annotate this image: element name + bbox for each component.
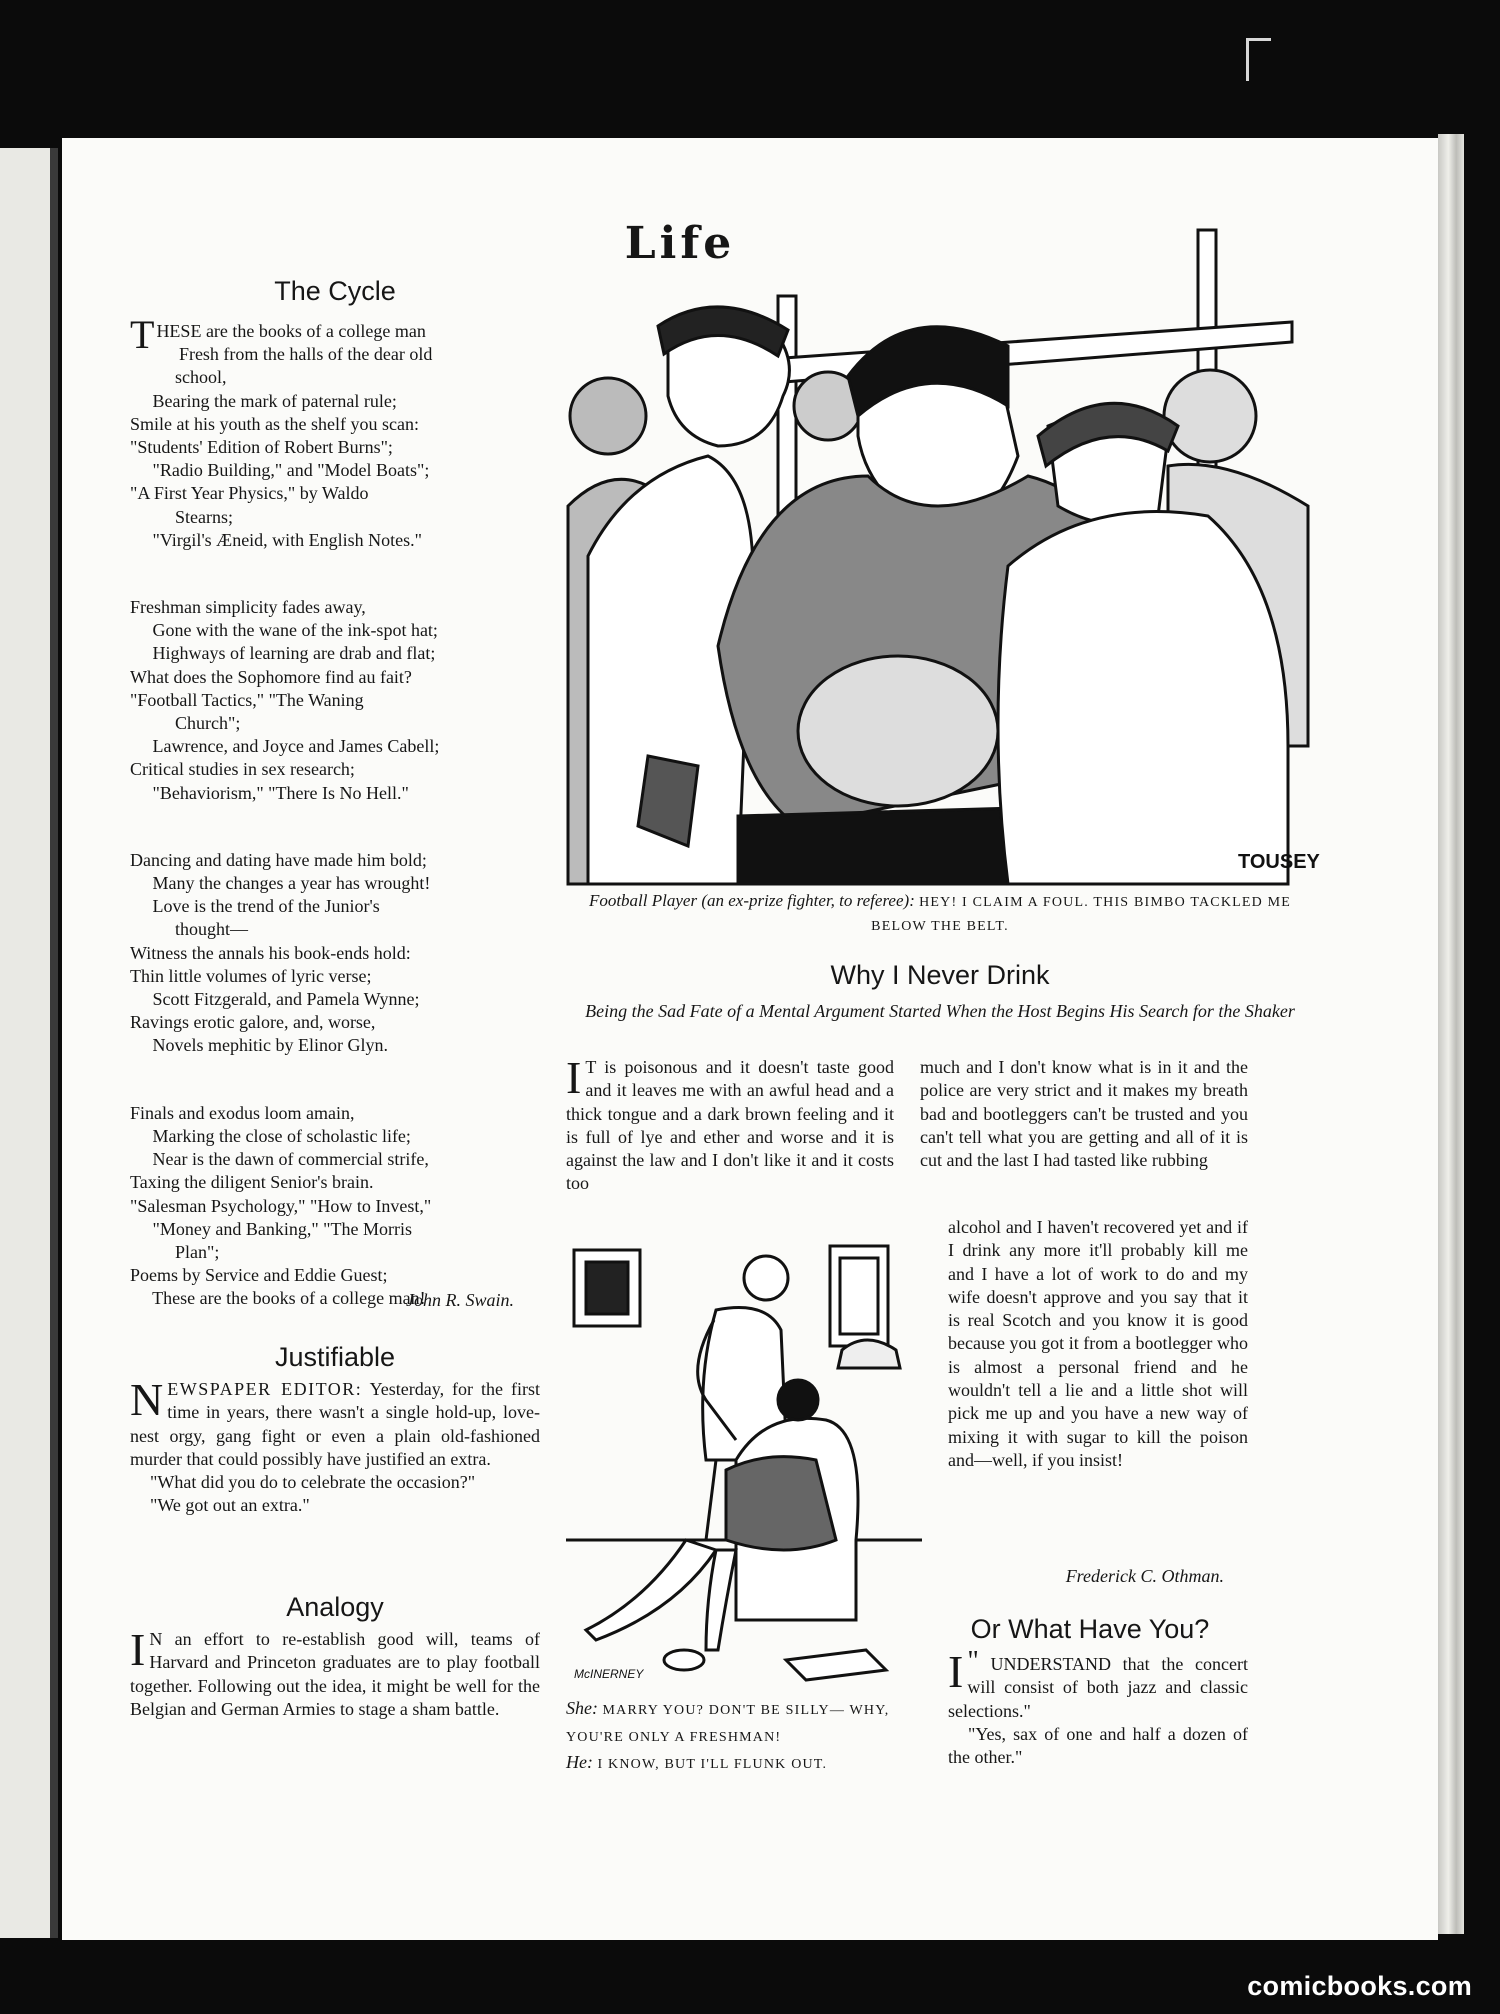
paragraph: T is poisonous and it doesn't taste good and it leaves me with an awful head and a thick tongue and a dark brown feeling and it is full of lye and ether and worse and it is against the law and I don't like it and it costs too <box>566 1057 894 1194</box>
football-caption <box>570 890 1310 938</box>
stanza-3: Dancing and dating have made him bold; Many the changes a year has wrought! Love is the trend of the Junior's thought— Witness the annals his book-ends hold: Thin little volumes of lyric verse; Scott Fitzgerald, and Pamela Wynne; Ravings erotic galore, and, worse, Novels mephitic by Elinor Glyn. <box>130 849 431 1056</box>
paragraph: N an effort to re-establish good will, teams of Harvard and Princeton graduates are to play football together. Following out the idea, it might be well for the Belgian and German Armies to stage a sham battle. <box>130 1629 540 1719</box>
dropcap: I <box>566 1052 582 1103</box>
drink-title: Why I Never Drink <box>830 960 1050 990</box>
what-have-you-body <box>948 1646 1248 1769</box>
stanza-1-text: HESE are the books of a college man Fresh from the halls of the dear old school, Bearing the mark of paternal rule; Smile at his youth as the shelf you scan: "Students' Edition of Robert Burns"; "Radio Building," and "Model Boats"; "A First Year Physics," by Waldo Stearns; "Virgil's Æneid, with English Notes." <box>130 321 433 550</box>
analogy-title: Analogy <box>286 1592 384 1622</box>
cycle-poem <box>130 312 542 1311</box>
caption-quote: HEY! I CLAIM A FOUL. THIS BIMBO TACKLED ME BELOW THE BELT. <box>871 895 1292 934</box>
answer: "We got out an extra." <box>150 1495 310 1516</box>
stanza-4: Finals and exodus loom amain, Marking the close of scholastic life; Near is the dawn of commercial strife, Taxing the diligent Senior's brain. "Salesman Psychology," "How to Invest," "Money and Banking," "The Morris Plan"; Poems by Service and Eddie Guest; These are the books of a college man! <box>130 1102 432 1309</box>
reply: "Yes, sax of one and half a dozen of the other." <box>948 1723 1248 1768</box>
she-line: MARRY YOU? DON'T BE SILLY— WHY, YOU'RE ONLY A FRESHMAN! <box>566 1703 890 1745</box>
justifiable-body <box>130 1374 540 1518</box>
binding-shadow <box>50 148 58 1938</box>
football-cartoon <box>568 226 1320 884</box>
cycle-title: The Cycle <box>274 276 396 306</box>
justifiable-title: Justifiable <box>274 1342 396 1372</box>
caption-she <box>566 1696 926 1750</box>
couple-cartoon <box>566 1240 922 1688</box>
page-stack-edge <box>1438 134 1464 1934</box>
drink-column-1 <box>566 1052 894 1196</box>
she-label: She: <box>566 1698 598 1718</box>
football-illustration <box>568 226 1320 884</box>
what-have-you-title: Or What Have You? <box>970 1614 1210 1644</box>
open-quote: " <box>967 1646 979 1677</box>
question: "What did you do to celebrate the occasion?" <box>150 1472 476 1493</box>
paragraph: UNDERSTAND that the concert will consist of both jazz and classic selections." <box>948 1654 1248 1721</box>
couple-signature: McINERNEY <box>574 1667 644 1681</box>
couple-illustration <box>566 1240 922 1688</box>
drink-column-2-bottom: alcohol and I haven't recovered yet and if I drink any more it'll probably kill me and I have a lot of work to do and my wife doesn't approve and you say that it is real Scotch and you know it is good because you got it from a bootlegger who is almost a personal friend and he wouldn't tell a lie and a little shot will pick me up and you have a new way of mixing it with sugar to kill the poison and—well, if you insist! <box>948 1217 1248 1470</box>
stanza-1 <box>130 312 542 552</box>
football-signature: TOUSEY <box>1238 851 1320 873</box>
left-page-edge <box>0 148 54 1938</box>
dropcap: I <box>948 1646 964 1697</box>
caption-speaker: Football Player (an ex-prize fighter, to referee): <box>588 891 915 910</box>
dropcap: N <box>130 1374 164 1425</box>
he-line: I KNOW, BUT I'LL FLUNK OUT. <box>597 1757 828 1772</box>
masthead: Life <box>624 218 736 269</box>
drink-subtitle: Being the Sad Fate of a Mental Argument Started When the Host Begins His Search for the Shaker <box>585 1001 1295 1021</box>
caption-he <box>566 1750 926 1777</box>
dropcap: I <box>130 1624 146 1675</box>
stanza-2: Freshman simplicity fades away, Gone with the wane of the ink-spot hat; Highways of learning are drab and flat; What does the Sophomore find au fait? "Football Tactics," "The Waning Church"; Lawrence, and Joyce and James Cabell; Critical studies in sex research; "Behaviorism," "There Is No Hell." <box>130 597 440 803</box>
couple-caption <box>566 1696 926 1777</box>
paragraph: Yesterday, for the first time in years, there wasn't a single hold-up, love-nest orgy, gang fight or even a plain old-fashioned murder that could possibly have justified an extra. <box>130 1379 540 1469</box>
analogy-body <box>130 1624 540 1721</box>
he-label: He: <box>566 1752 593 1772</box>
watermark: comicbooks.com <box>1247 1971 1472 2001</box>
lead-caps: EWSPAPER EDITOR: <box>167 1379 363 1399</box>
drink-author: Frederick C. Othman. <box>1065 1566 1224 1586</box>
crop-mark <box>1246 38 1271 81</box>
dropcap: T <box>130 312 155 357</box>
cycle-author: John R. Swain. <box>406 1290 514 1310</box>
drink-column-2-top: much and I don't know what is in it and the police are very strict and it makes my breath bad and bootleggers can't be trusted and you can't tell what you are getting and all of it is cut and the last I had tasted like rubbing <box>920 1057 1248 1171</box>
